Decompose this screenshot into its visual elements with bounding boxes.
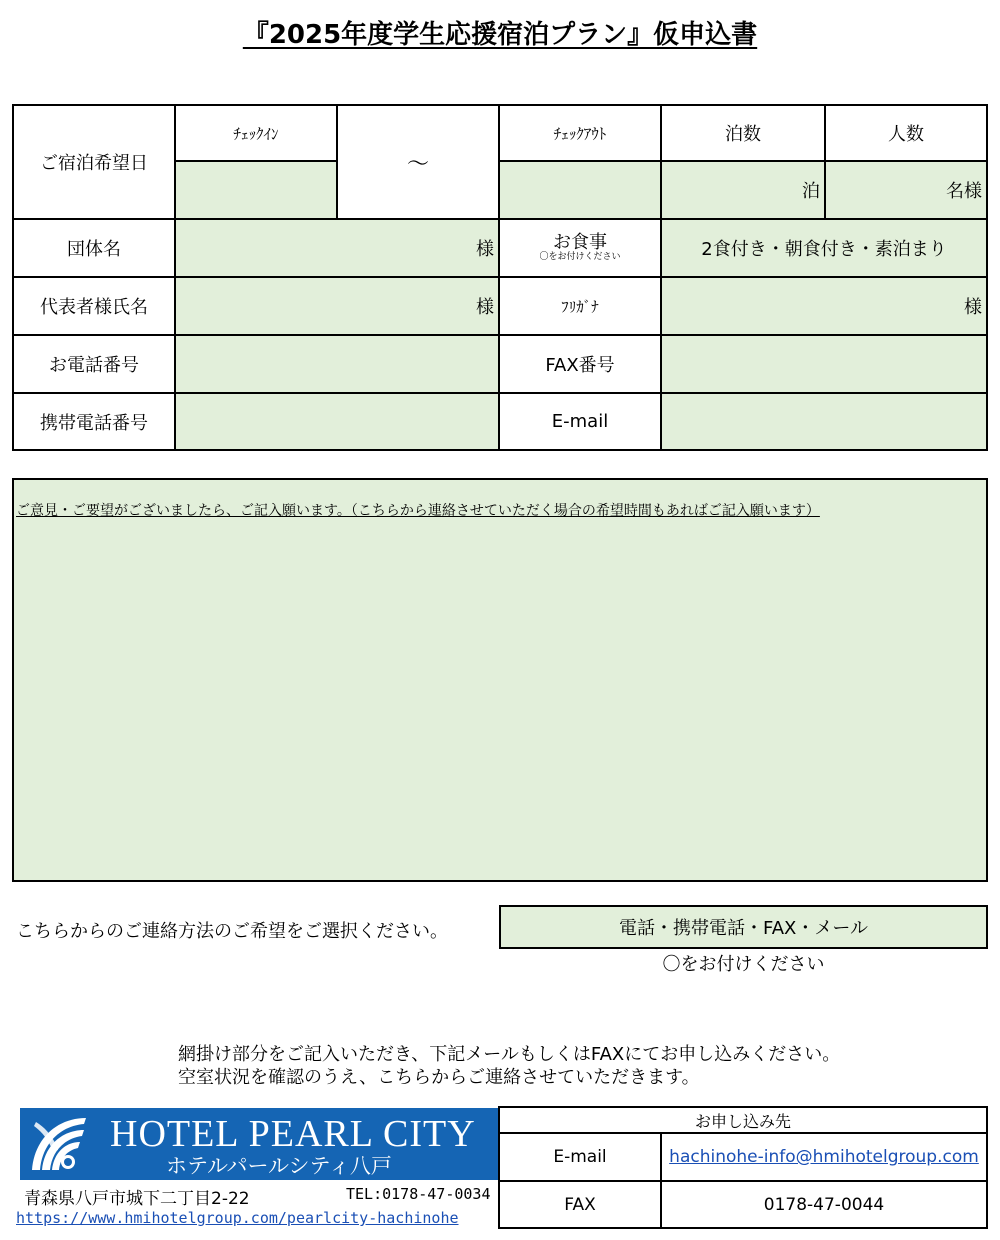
instruction-line-1: 網掛け部分をご記入いただき、下記メールもしくはFAXにてお申し込みください。 xyxy=(178,1044,841,1065)
representative-input[interactable] xyxy=(174,276,500,336)
checkout-label: ﾁｪｯｸｱｳﾄ xyxy=(498,104,662,162)
furigana-input[interactable] xyxy=(660,276,988,336)
nights-label: 泊数 xyxy=(660,104,826,162)
apply-fax-value: 0178-47-0044 xyxy=(660,1180,988,1229)
representative-label: 代表者様氏名 xyxy=(12,276,176,336)
hotel-logo xyxy=(20,1108,498,1180)
fax-label: FAX番号 xyxy=(498,334,662,394)
phone-label: お電話番号 xyxy=(12,334,176,394)
contact-options[interactable]: 電話・携帯電話・FAX・メール xyxy=(499,905,988,949)
meal-options[interactable]: 2食付き・朝食付き・素泊まり xyxy=(660,218,988,278)
checkin-label: ﾁｪｯｸｲﾝ xyxy=(174,104,338,162)
hotel-address: 青森県八戸市城下二丁目2-22 xyxy=(24,1189,250,1209)
group-name-suffix: 様 xyxy=(476,239,494,260)
contact-note: 〇をお付けください xyxy=(662,954,825,975)
comments-label: ご意見・ご要望がございましたら、ご記入願います。（こちらから連絡させていただく場合の希望時間もあればご記入願います） xyxy=(16,503,820,519)
people-input[interactable] xyxy=(824,160,988,220)
stay-dates-label: ご宿泊希望日 xyxy=(12,104,176,220)
contact-prompt: こちらからのご連絡方法のご希望をご選択ください。 xyxy=(16,921,448,942)
mobile-input[interactable] xyxy=(174,392,500,451)
people-unit: 名様 xyxy=(946,181,982,202)
furigana-label: ﾌﾘｶﾞﾅ xyxy=(498,276,662,336)
hotel-name: HOTEL PEARL CITY xyxy=(110,1113,476,1155)
furigana-suffix: 様 xyxy=(964,297,982,318)
apply-header: お申し込み先 xyxy=(498,1106,988,1134)
email-input[interactable] xyxy=(660,392,988,451)
people-label: 人数 xyxy=(824,104,988,162)
group-name-input[interactable] xyxy=(174,218,500,278)
apply-email-link[interactable]: hachinohe-info@hmihotelgroup.com xyxy=(669,1147,979,1167)
instruction-line-2: 空室状況を確認のうえ、こちらからご連絡させていただきます。 xyxy=(178,1067,700,1088)
meal-label-cell xyxy=(498,218,662,278)
apply-email-label: E-mail xyxy=(498,1132,662,1182)
phone-input[interactable] xyxy=(174,334,500,394)
checkout-input[interactable] xyxy=(498,160,662,220)
email-label: E-mail xyxy=(498,392,662,451)
representative-suffix: 様 xyxy=(476,297,494,318)
fax-input[interactable] xyxy=(660,334,988,394)
hotel-name-kana: ホテルパールシティ八戸 xyxy=(166,1154,392,1178)
checkin-input[interactable] xyxy=(174,160,338,220)
meal-note: 〇をお付けください xyxy=(539,251,621,262)
group-name-label: 団体名 xyxy=(12,218,176,278)
date-separator: ～ xyxy=(336,104,500,220)
hotel-tel: TEL:0178-47-0034 xyxy=(346,1185,491,1203)
nights-unit: 泊 xyxy=(802,181,820,202)
meal-label: お食事 xyxy=(553,232,607,254)
shell-icon xyxy=(26,1110,106,1178)
page-title: 『2025年度学生応援宿泊プラン』仮申込書 xyxy=(242,20,758,50)
apply-fax-label: FAX xyxy=(498,1180,662,1229)
mobile-label: 携帯電話番号 xyxy=(12,392,176,451)
comments-textarea[interactable] xyxy=(12,478,988,882)
apply-email-cell xyxy=(660,1132,988,1182)
hotel-url-link[interactable]: https://www.hmihotelgroup.com/pearlcity-hachinohe xyxy=(16,1209,459,1227)
nights-input[interactable] xyxy=(660,160,826,220)
